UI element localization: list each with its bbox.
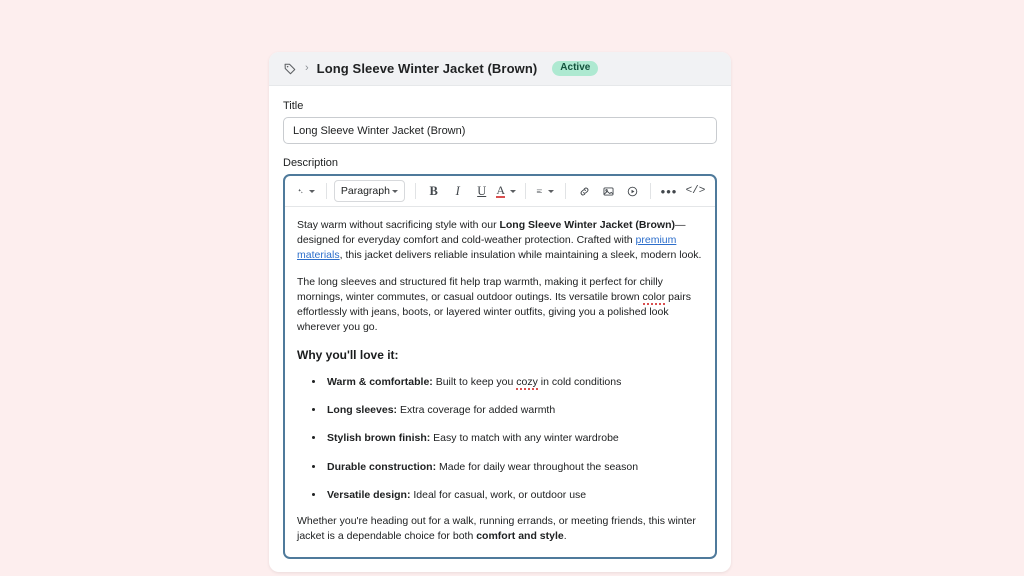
features-list [297, 375, 703, 503]
feature-text-a: Made for daily wear throughout the season [436, 460, 639, 473]
paragraph-intro [297, 218, 703, 264]
details-text-a: The long sleeves and structured fit help trap warmth, making it perfect for chilly mornings, winter commutes, or casual outdoor outings. Its versatile brown [297, 275, 663, 303]
feature-label: Stylish brown finish: [327, 432, 431, 445]
description-content[interactable] [285, 207, 715, 557]
intro-text-c: , this jacket delivers reliable insulation while maintaining a sleek, modern look. [339, 249, 702, 262]
chevron-down-icon [309, 190, 315, 193]
title-input[interactable] [283, 117, 717, 144]
description-editor[interactable] [283, 174, 717, 559]
image-button[interactable] [597, 180, 619, 202]
closing-text-b: . [563, 530, 567, 543]
chevron-down-icon [510, 190, 516, 193]
feature-label: Durable construction: [327, 460, 437, 473]
list-item [325, 460, 703, 475]
tag-icon [283, 62, 297, 76]
toolbar-divider [415, 183, 416, 199]
feature-text-b: in cold conditions [537, 375, 622, 388]
underline-button[interactable]: U [477, 183, 487, 198]
code-view-button[interactable]: </> [685, 185, 706, 197]
card-body [269, 86, 731, 572]
list-item [325, 488, 703, 503]
link-button[interactable] [573, 180, 595, 202]
product-editor-card [269, 52, 731, 572]
chevron-down-icon [548, 190, 554, 193]
list-item [325, 431, 703, 446]
features-heading: Why you'll love it: [297, 347, 399, 362]
card-header [269, 52, 731, 86]
more-options-button[interactable]: ••• [660, 183, 678, 199]
product-name-bold: Long Sleeve Winter Jacket (Brown) [499, 219, 676, 231]
block-format-select[interactable] [334, 180, 405, 202]
feature-text-a: Ideal for casual, work, or outdoor use [410, 488, 587, 501]
intro-text-a: Stay warm without sacrificing style with our [297, 219, 500, 231]
feature-label: Long sleeves: [327, 404, 398, 417]
editor-toolbar [285, 176, 715, 207]
feature-text-a: Built to keep you [432, 375, 517, 388]
paragraph-closing [297, 514, 703, 544]
title-label: Title [283, 100, 304, 112]
italic-button[interactable]: I [455, 183, 460, 198]
feature-label: Versatile design: [327, 488, 411, 501]
toolbar-divider [650, 183, 651, 199]
feature-text-a: Easy to match with any winter wardrobe [430, 432, 619, 445]
bold-button[interactable]: B [429, 183, 438, 198]
spellcheck-word-cozy: cozy [516, 375, 538, 388]
ai-sparkle-button[interactable] [293, 180, 319, 202]
paragraph-details [297, 275, 703, 336]
breadcrumb-separator: › [305, 62, 309, 74]
description-label: Description [283, 157, 339, 169]
premium-materials-link[interactable]: premium materials [297, 234, 677, 262]
text-color-button[interactable] [495, 180, 518, 202]
feature-text-a: Extra coverage for added warmth [397, 404, 556, 417]
intro-text-b: —designed for everyday comfort and cold-weather protection. Crafted with [297, 219, 686, 247]
closing-text-a: Whether you're heading out for a walk, running errands, or meeting friends, this winter jacket is a dependable choice for both [297, 515, 696, 543]
video-button[interactable] [621, 180, 643, 202]
feature-label: Warm & comfortable: [327, 375, 433, 388]
block-format-value: Paragraph [340, 185, 390, 197]
page-title: Long Sleeve Winter Jacket (Brown) [316, 61, 538, 76]
list-item [325, 375, 703, 390]
chevron-down-icon [392, 190, 398, 193]
align-button[interactable] [532, 180, 558, 202]
toolbar-divider [326, 183, 327, 199]
text-color-icon: A [496, 182, 505, 197]
list-item [325, 403, 703, 418]
closing-bold: comfort and style [476, 530, 564, 543]
toolbar-divider [525, 183, 526, 199]
toolbar-divider [565, 183, 566, 199]
details-text-b: pairs effortlessly with jeans, boots, or layered winter outfits, giving you a polished look wherever you go. [297, 290, 691, 334]
spellcheck-word-color: color [642, 290, 666, 303]
status-badge: Active [552, 61, 598, 76]
